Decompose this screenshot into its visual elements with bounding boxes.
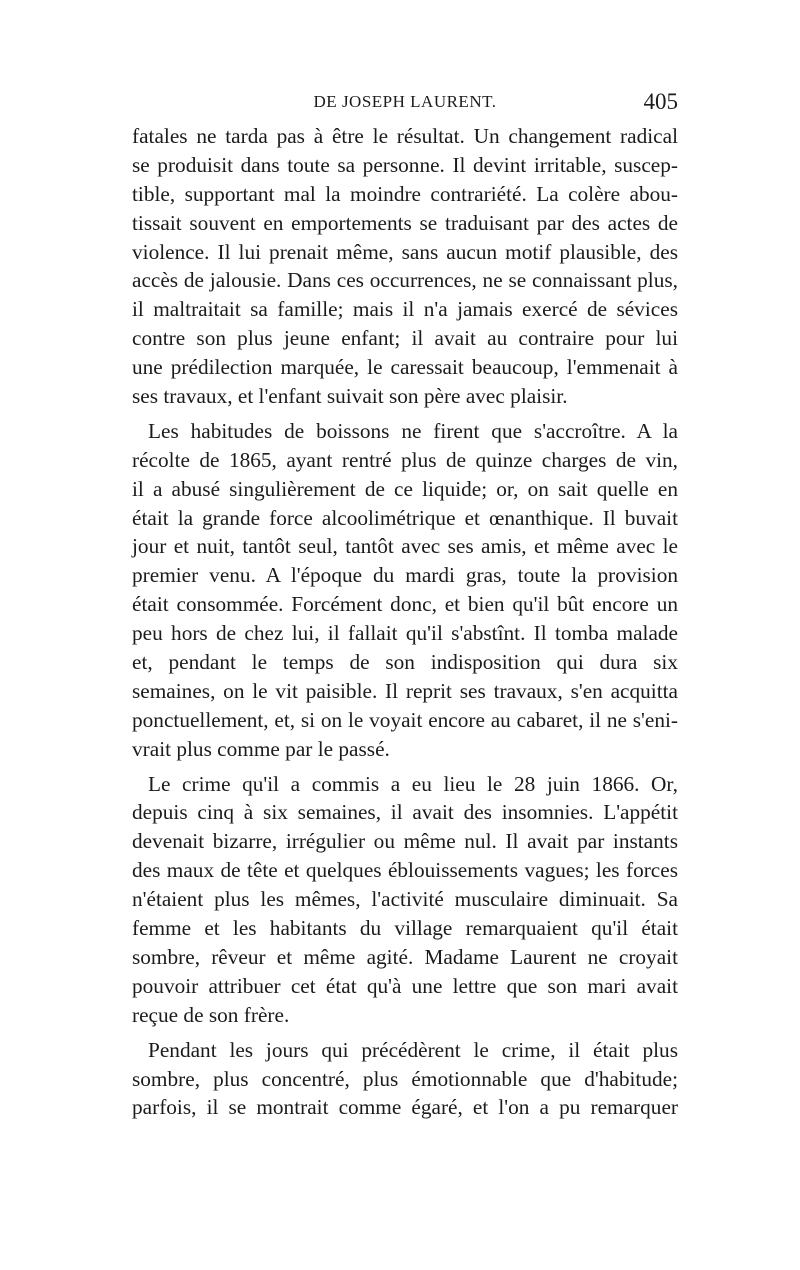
text-line: reçue de son frère. (132, 1002, 290, 1027)
text-line: depuis cinq à six semaines, il avait des insomnies. L'appétit (132, 800, 678, 825)
text-line: tissait souvent en emportements se traduisant par des actes de (132, 210, 678, 235)
running-title: DE JOSEPH LAURENT. (313, 92, 497, 111)
text-line: était la grande force alcoolimétrique et œnanthique. Il buvait (132, 505, 678, 530)
text-line: vrait plus comme par le passé. (132, 736, 390, 761)
text-line: sombre, rêveur et même agité. Madame Laurent ne croyait (132, 944, 678, 969)
text-line: violence. Il lui prenait même, sans aucun motif plausible, des (132, 239, 678, 264)
text-line: femme et les habitants du village remarquaient qu'il était (132, 916, 678, 941)
text-line: sombre, plus concentré, plus émotionnable que d'habitude; (132, 1066, 678, 1091)
text-line: n'étaient plus les mêmes, l'activité musculaire diminuait. Sa (132, 887, 678, 912)
text-line: jour et nuit, tantôt seul, tantôt avec ses amis, et même avec le (132, 534, 678, 559)
paragraph (132, 122, 678, 411)
text-line: Les habitudes de boissons ne firent que s'accroître. A la (148, 418, 678, 443)
text-line: se produisit dans toute sa personne. Il devint irritable, suscep- (132, 152, 678, 177)
body-text (132, 122, 678, 1122)
page-number: 405 (643, 89, 678, 114)
text-line: Le crime qu'il a commis a eu lieu le 28 juin 1866. Or, (148, 771, 678, 796)
text-line: des maux de tête et quelques éblouissements vagues; les forces (132, 858, 678, 883)
text-line: devenait bizarre, irrégulier ou même nul. Il avait par instants (132, 829, 678, 854)
text-line: contre son plus jeune enfant; il avait au contraire pour lui (132, 326, 678, 351)
text-line: pouvoir attribuer cet état qu'à une lettre que son mari avait (132, 973, 678, 998)
text-line: accès de jalousie. Dans ces occurrences, ne se connaissant plus, (132, 268, 678, 293)
text-line: Pendant les jours qui précédèrent le crime, il était plus (148, 1037, 678, 1062)
text-line: il maltraitait sa famille; mais il n'a jamais exercé de sévices (132, 297, 678, 322)
text-line: peu hors de chez lui, il fallait qu'il s'abstînt. Il tomba malade (132, 621, 678, 646)
text-line: ses travaux, et l'enfant suivait son père avec plaisir. (132, 384, 568, 409)
text-line: premier venu. A l'époque du mardi gras, toute la provision (132, 563, 678, 588)
paragraph (132, 770, 678, 1030)
paragraph (132, 417, 678, 764)
text-line: et, pendant le temps de son indisposition qui dura six (132, 650, 678, 675)
text-line: il a abusé singulièrement de ce liquide; or, on sait quelle en (132, 476, 678, 501)
text-line: tible, supportant mal la moindre contrariété. La colère abou- (132, 181, 678, 206)
running-head (132, 89, 678, 118)
text-line: récolte de 1865, ayant rentré plus de quinze charges de vin, (132, 447, 678, 472)
text-line: une prédilection marquée, le caressait beaucoup, l'emmenait à (132, 355, 678, 380)
text-line: était consommée. Forcément donc, et bien qu'il bût encore un (132, 592, 678, 617)
paragraph (132, 1036, 678, 1123)
text-line: fatales ne tarda pas à être le résultat. Un changement radical (132, 124, 678, 148)
text-line: semaines, on le vit paisible. Il reprit ses travaux, s'en acquitta (132, 678, 678, 703)
text-line: ponctuellement, et, si on le voyait encore au cabaret, il ne s'eni- (132, 707, 678, 732)
text-line: parfois, il se montrait comme égaré, et l'on a pu remarquer (132, 1095, 678, 1120)
